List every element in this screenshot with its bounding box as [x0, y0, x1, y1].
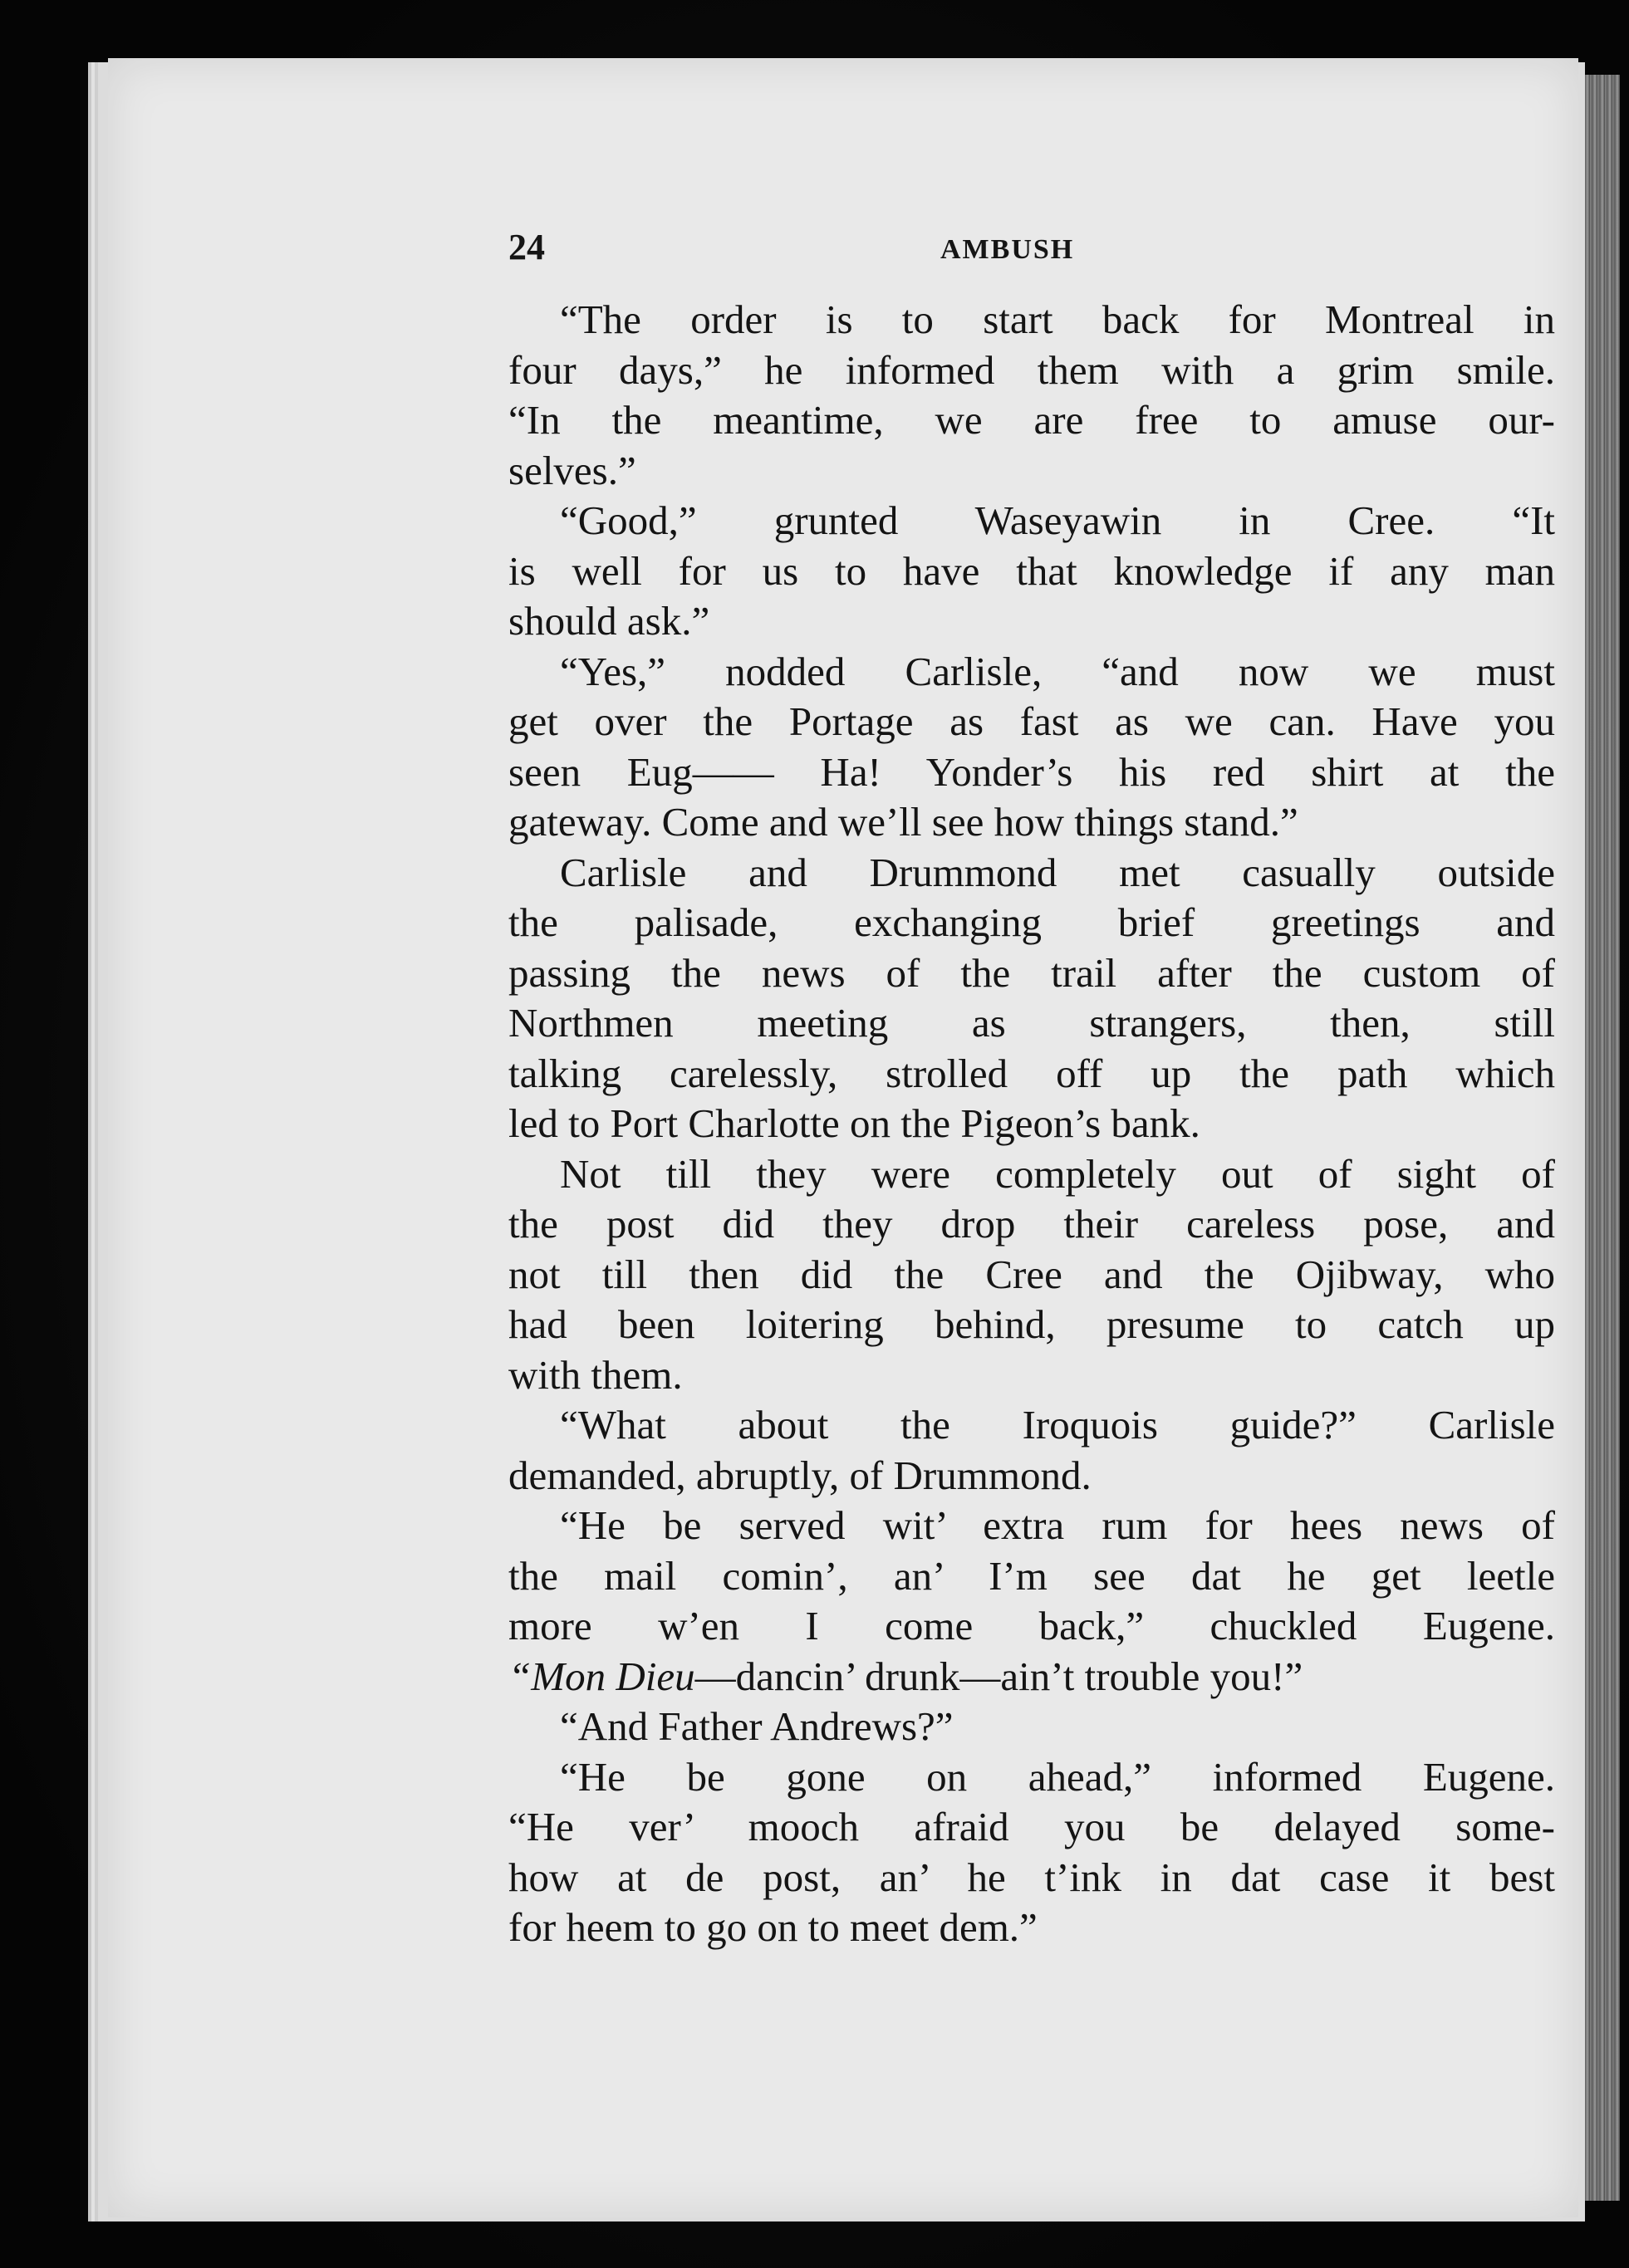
- body-text: [508, 295, 1555, 1953]
- line-text: selves.”: [508, 447, 636, 493]
- text-line: [508, 1551, 1555, 1602]
- text-line: [508, 546, 1555, 597]
- line-text: “Yes,” nodded Carlisle, “and now we must: [560, 648, 1555, 694]
- text-line: [508, 1400, 1555, 1451]
- line-text: the palisade, exchanging brief greetings and: [508, 899, 1555, 945]
- line-text: the post did they drop their careless pose, and: [508, 1201, 1555, 1247]
- line-text: seen Eug—— Ha! Yonder’s his red shirt at the: [508, 748, 1555, 795]
- text-line: [508, 1250, 1555, 1301]
- text-line: [508, 898, 1555, 948]
- text-line: [508, 797, 1555, 848]
- italic-phrase: “Mon Dieu: [508, 1653, 695, 1699]
- text-line: [508, 1501, 1555, 1551]
- text-line: [508, 998, 1555, 1049]
- line-text: “And Father Andrews?”: [560, 1703, 954, 1749]
- line-text: how at de post, an’ he t’ink in dat case it best: [508, 1854, 1555, 1900]
- line-text: led to Port Charlotte on the Pigeon’s bank.: [508, 1100, 1200, 1146]
- text-line: [508, 1451, 1555, 1501]
- line-text: more w’en I come back,” chuckled Eugene.: [508, 1603, 1555, 1648]
- line-text: Northmen meeting as strangers, then, still: [508, 1000, 1555, 1046]
- text-line: [508, 948, 1555, 999]
- text-line: [508, 1903, 1555, 1953]
- line-text: “In the meantime, we are free to amuse our-: [508, 397, 1555, 443]
- text-line: [508, 1049, 1555, 1100]
- text-line: [508, 295, 1555, 345]
- line-text: talking carelessly, strolled off up the path which: [508, 1050, 1555, 1096]
- line-text: gateway. Come and we’ll see how things stand.”: [508, 799, 1298, 845]
- text-line: [508, 345, 1555, 396]
- text-line: [508, 1652, 1555, 1702]
- text-line: [508, 1199, 1555, 1250]
- text-line: [508, 1300, 1555, 1350]
- text-line: [508, 1149, 1555, 1200]
- text-line: [508, 747, 1555, 798]
- line-text: “He be served wit’ extra rum for hees news of: [560, 1502, 1555, 1548]
- text-line: [508, 1752, 1555, 1803]
- text-line: [508, 848, 1555, 899]
- line-text: “He ver’ mooch afraid you be delayed some-: [508, 1804, 1555, 1849]
- text-line: [508, 1601, 1555, 1652]
- text-line: [508, 697, 1555, 747]
- line-text: with them.: [508, 1351, 683, 1398]
- line-text: had been loitering behind, presume to catch up: [508, 1301, 1555, 1347]
- running-head: AMBUSH: [940, 234, 1075, 265]
- line-text: “He be gone on ahead,” informed Eugene.: [560, 1753, 1555, 1800]
- book-spine-edge: [1582, 75, 1620, 2201]
- text-line: [508, 647, 1555, 698]
- text-line: [508, 596, 1555, 647]
- text-line: [508, 395, 1555, 446]
- page-header: [508, 226, 1555, 276]
- line-text: the mail comin’, an’ I’m see dat he get leetle: [508, 1552, 1555, 1599]
- line-text: not till then did the Cree and the Ojibway, who: [508, 1251, 1555, 1297]
- line-text: four days,” he informed them with a grim smile.: [508, 346, 1555, 393]
- page-number: 24: [508, 227, 545, 267]
- line-text: —dancin’ drunk—ain’t trouble you!”: [694, 1653, 1303, 1699]
- text-line: [508, 1802, 1555, 1853]
- text-line: [508, 1350, 1555, 1401]
- line-text: “What about the Iroquois guide?” Carlisle: [560, 1402, 1555, 1448]
- line-text: Carlisle and Drummond met casually outside: [560, 849, 1555, 895]
- text-line: [508, 1702, 1555, 1752]
- line-text: demanded, abruptly, of Drummond.: [508, 1452, 1092, 1498]
- line-text: Not till they were completely out of sight of: [560, 1150, 1555, 1197]
- text-line: [508, 1099, 1555, 1149]
- line-text: “The order is to start back for Montreal in: [560, 296, 1555, 342]
- text-line: [508, 446, 1555, 497]
- line-text: passing the news of the trail after the custom of: [508, 949, 1555, 996]
- line-text: is well for us to have that knowledge if any man: [508, 547, 1555, 594]
- line-text: “Good,” grunted Waseyawin in Cree. “It: [560, 497, 1555, 543]
- line-text: get over the Portage as fast as we can. Have you: [508, 698, 1555, 744]
- line-text: should ask.”: [508, 598, 710, 644]
- line-text: for heem to go on to meet dem.”: [508, 1904, 1038, 1950]
- text-line: [508, 496, 1555, 546]
- text-line: [508, 1853, 1555, 1903]
